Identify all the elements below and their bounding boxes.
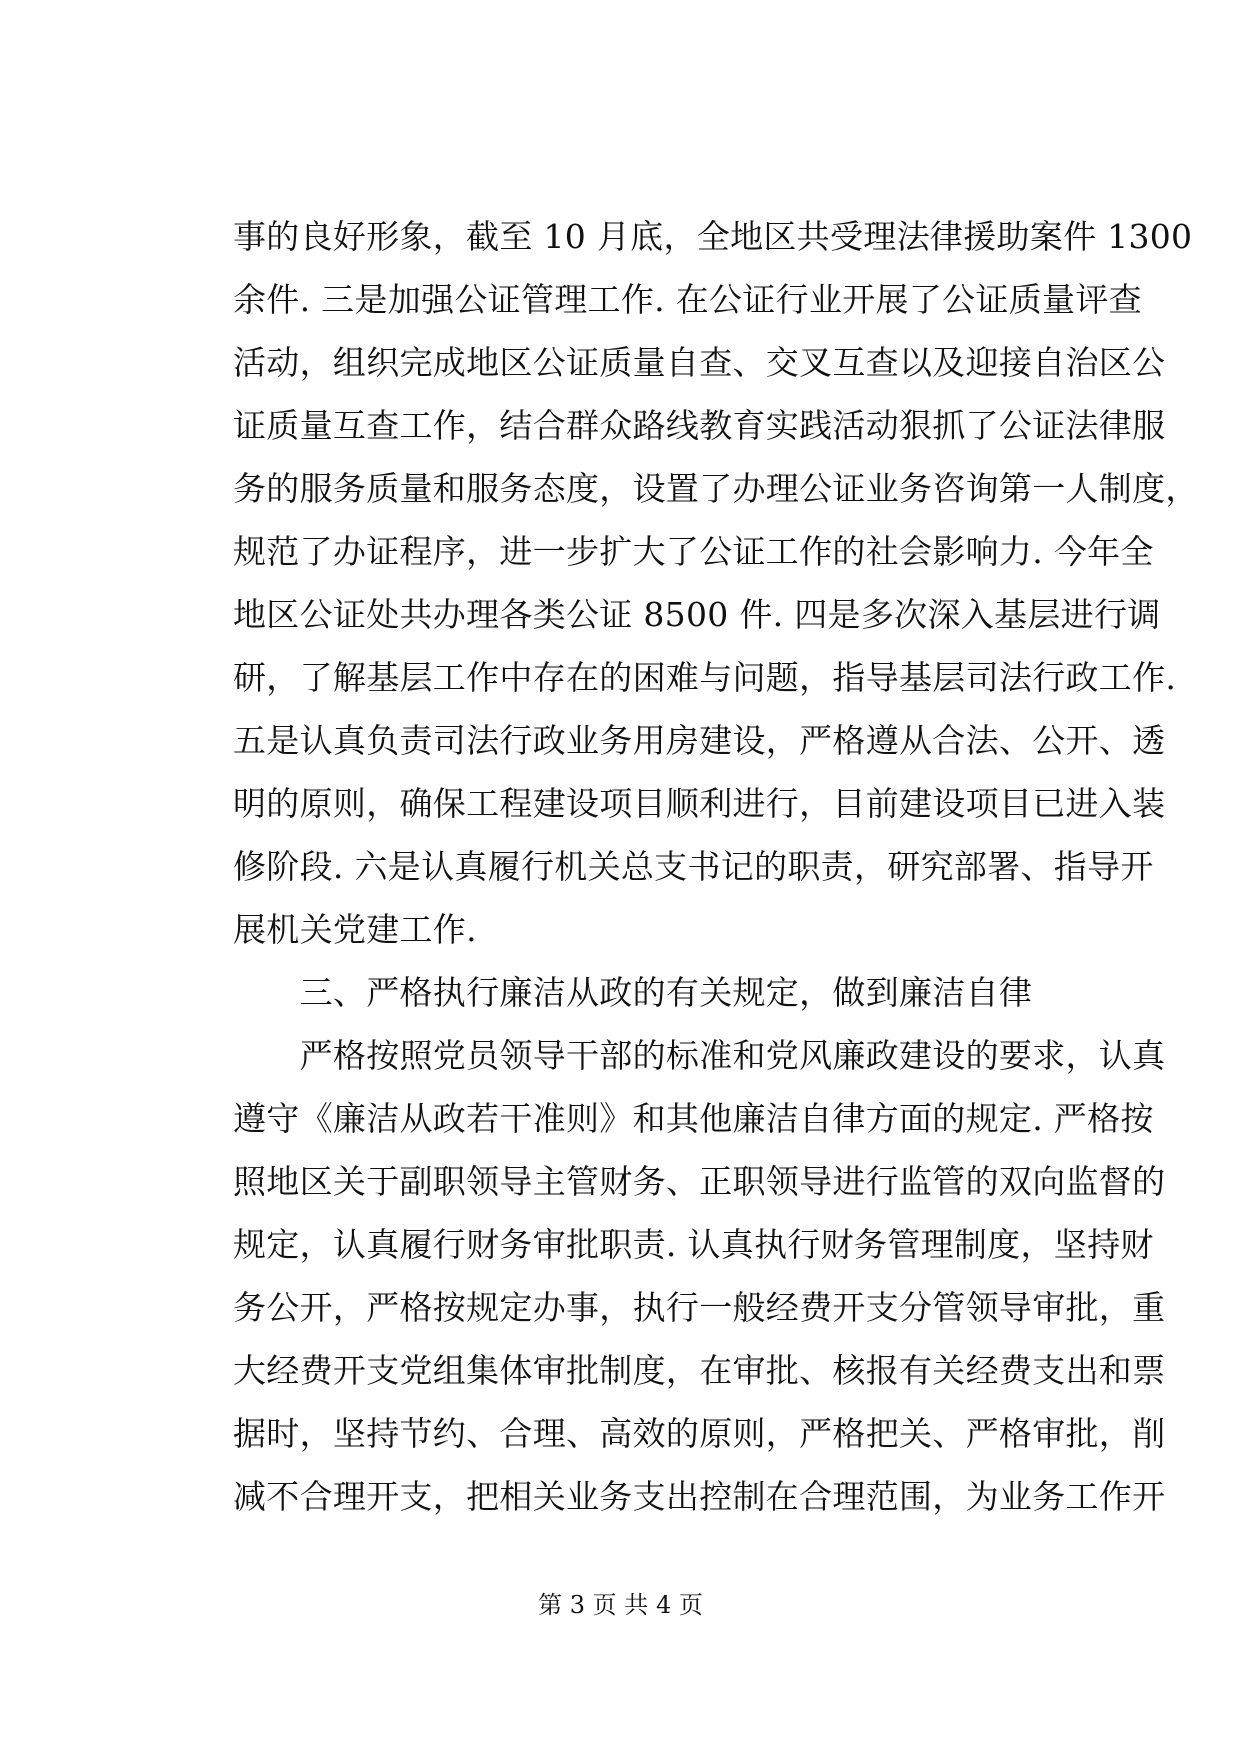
text-line: 余件. 三是加强公证管理工作. 在公证行业开展了公证质量评查 — [233, 280, 1142, 319]
document-body — [233, 205, 1199, 1528]
text-line: 规范了办证程序，进一步扩大了公证工作的社会影响力. 今年全 — [233, 532, 1154, 571]
text-line: 修阶段. 六是认真履行机关总支书记的职责，研究部署、指导开 — [233, 847, 1154, 886]
text-line: 事的良好形象，截至 10 月底，全地区共受理法律援助案件 1300 — [233, 217, 1193, 256]
page-number-footer: 第 3 页 共 4 页 — [538, 1591, 703, 1619]
text-line: 明的原则，确保工程建设项目顺利进行，目前建设项目已进入装 — [233, 784, 1166, 823]
text-line: 据时，坚持节约、合理、高效的原则，严格把关、严格审批，削 — [233, 1414, 1166, 1453]
text-line: 遵守《廉洁从政若干准则》和其他廉洁自律方面的规定. 严格按 — [233, 1099, 1154, 1138]
text-line: 务公开，严格按规定办事，执行一般经费开支分管领导审批，重 — [233, 1288, 1166, 1327]
text-line: 五是认真负责司法行政业务用房建设，严格遵从合法、公开、透 — [233, 721, 1166, 760]
text-line: 证质量互查工作，结合群众路线教育实践活动狠抓了公证法律服 — [233, 406, 1166, 445]
text-line: 展机关党建工作. — [233, 910, 477, 949]
text-line: 研，了解基层工作中存在的困难与问题，指导基层司法行政工作. — [233, 658, 1177, 697]
text-line: 减不合理开支，把相关业务支出控制在合理范围，为业务工作开 — [233, 1477, 1166, 1516]
text-line: 大经费开支党组集体审批制度，在审批、核报有关经费支出和票 — [233, 1351, 1166, 1390]
text-line: 照地区关于副职领导主管财务、正职领导进行监管的双向监督的 — [233, 1162, 1166, 1201]
text-line: 严格按照党员领导干部的标准和党风廉政建设的要求，认真 — [233, 1036, 1166, 1075]
section-heading: 三、严格执行廉洁从政的有关规定，做到廉洁自律 — [233, 973, 1033, 1012]
text-line: 务的服务质量和服务态度，设置了办理公证业务咨询第一人制度， — [233, 469, 1199, 508]
text-line: 规定，认真履行财务审批职责. 认真执行财务管理制度，坚持财 — [233, 1225, 1154, 1264]
text-line: 活动，组织完成地区公证质量自查、交叉互查以及迎接自治区公 — [233, 343, 1166, 382]
text-line: 地区公证处共办理各类公证 8500 件. 四是多次深入基层进行调 — [233, 595, 1161, 634]
